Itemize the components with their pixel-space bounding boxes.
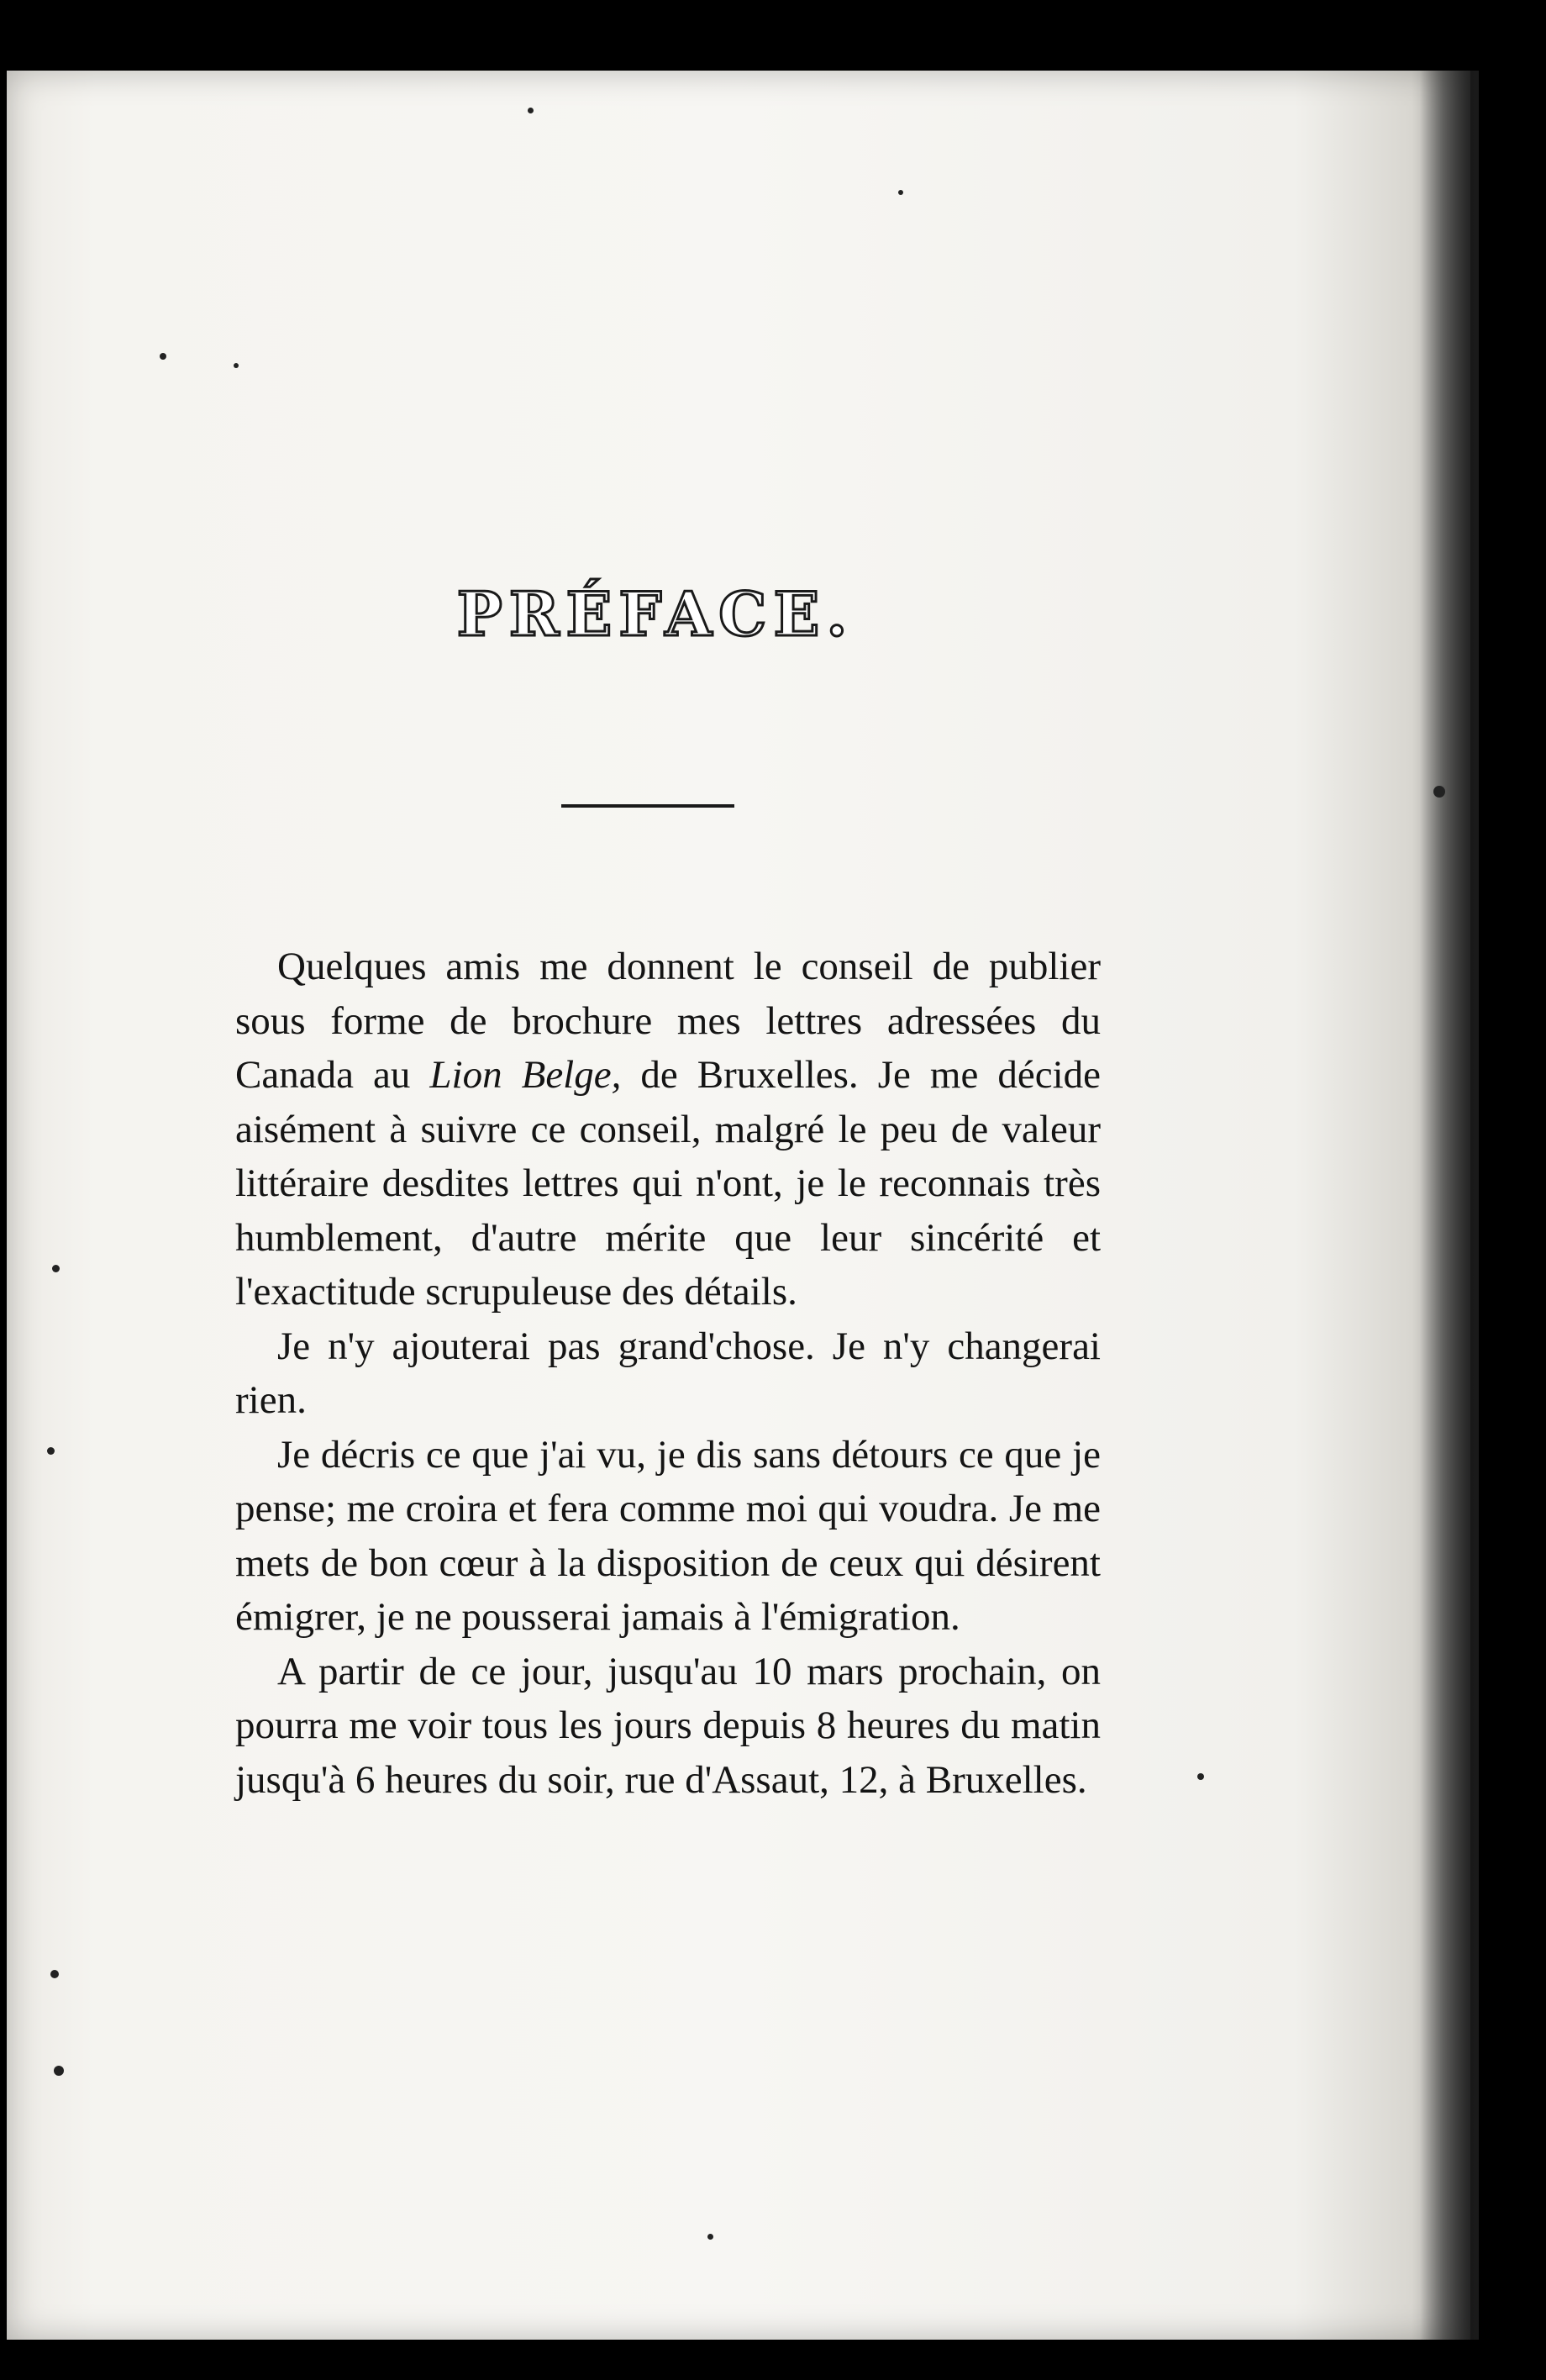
scan-speck <box>234 363 239 368</box>
scan-speck <box>707 2234 713 2240</box>
scan-speck <box>1197 1773 1204 1780</box>
scan-speck <box>898 190 903 195</box>
scan-speck <box>52 1265 60 1272</box>
paragraph-2: Je n'y ajouterai pas grand'chose. Je n'y changerai rien. <box>235 1324 1101 1422</box>
preface-text <box>235 940 1101 1807</box>
title-divider <box>561 804 734 808</box>
scan-speck <box>528 108 534 113</box>
scan-speck <box>47 1447 55 1455</box>
scan-speck <box>50 1970 59 1978</box>
scan-speck <box>1433 786 1445 798</box>
paragraph-3: Je décris ce que j'ai vu, je dis sans détours ce que je pense; me croira et fera comme moi qui voudra. Je me mets de bon cœur à la disposition de ceux qui désirent émigrer, je ne pousserai jamais à l'émigration. <box>235 1432 1101 1639</box>
paragraph-1 <box>235 940 1101 1319</box>
scan-speck <box>54 2066 64 2076</box>
paragraph-1-end: de Bruxelles. Je me décide aisément à suivre ce conseil, malgré le peu de valeur littéraire desdites lettres qui n'ont, je le reconnais très humblement, d'autre mérite que leur sincérité et l'exactitude scrupuleuse des détails. <box>235 1053 1102 1314</box>
newspaper-title: Lion Belge, <box>429 1053 622 1097</box>
page-title: PRÉFACE. <box>456 578 855 650</box>
paragraph-4: A partir de ce jour, jusqu'au 10 mars prochain, on pourra me voir tous les jours depuis 8 heures du matin jusqu'à 6 heures du soir, rue d'Assaut, 12, à Bruxelles. <box>235 1649 1101 1802</box>
book-spine-shadow <box>1420 71 1479 2340</box>
scan-speck <box>160 353 166 360</box>
paragraph-1-start: Quelques amis me donnent le conseil de publier sous forme de brochure mes lettres adressées du Canada au <box>235 945 1101 1097</box>
